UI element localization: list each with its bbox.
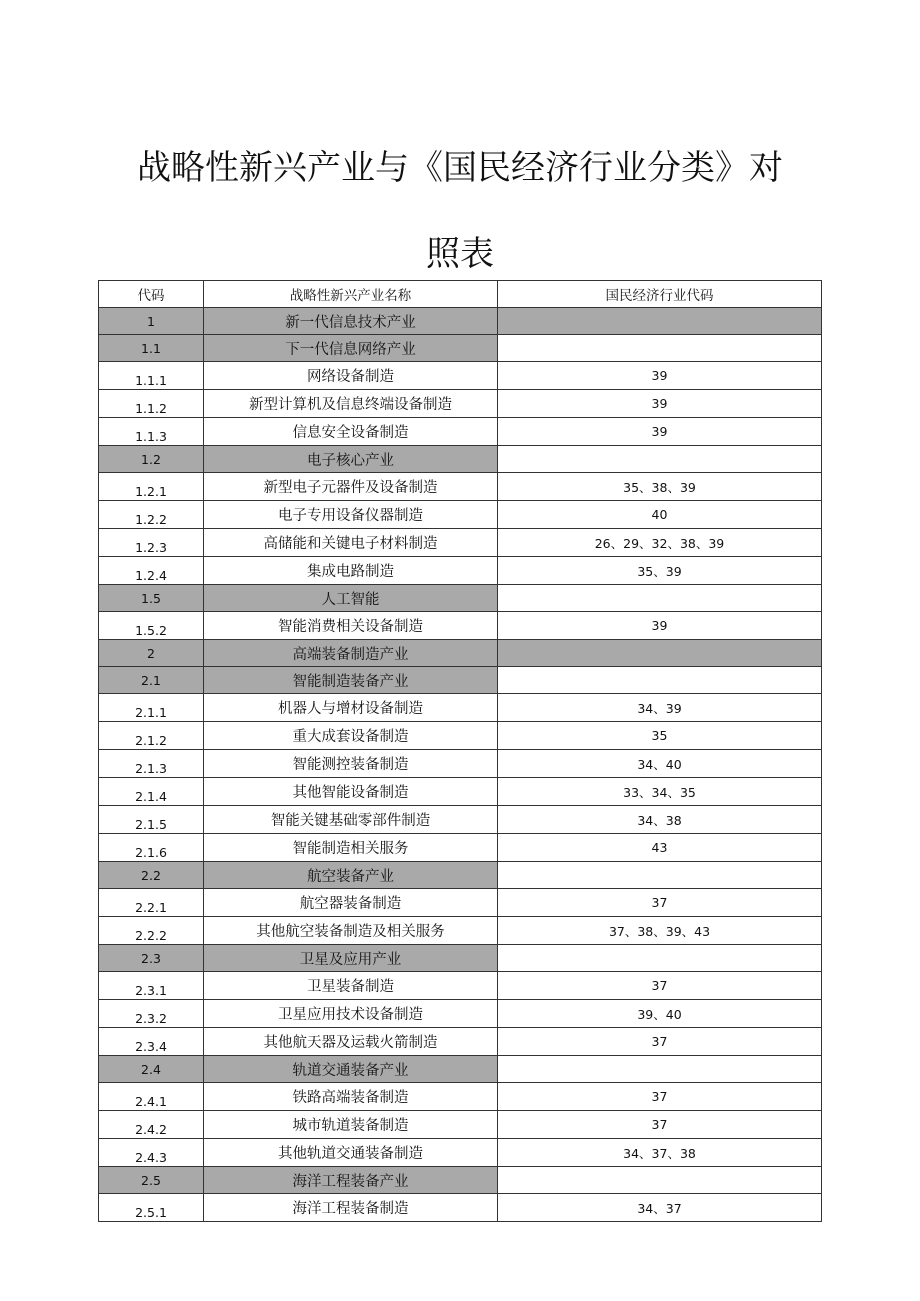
row-code: 1.1.3 xyxy=(99,418,204,446)
table-row xyxy=(99,834,822,862)
row-national-code: 34、40 xyxy=(498,750,822,778)
row-national-code: 33、34、35 xyxy=(498,778,822,806)
row-code: 2.4.2 xyxy=(99,1111,204,1139)
row-industry-name: 高端装备制造产业 xyxy=(204,640,498,667)
row-industry-name: 新型电子元器件及设备制造 xyxy=(204,473,498,501)
row-national-code: 34、39 xyxy=(498,694,822,722)
row-code: 2.3.4 xyxy=(99,1028,204,1056)
row-industry-name: 海洋工程装备产业 xyxy=(204,1167,498,1194)
table-row xyxy=(99,1000,822,1028)
table-row xyxy=(99,972,822,1000)
table-row xyxy=(99,667,822,694)
row-national-code: 35、39 xyxy=(498,557,822,585)
table-row xyxy=(99,446,822,473)
row-code: 2.1 xyxy=(99,667,204,694)
row-industry-name: 下一代信息网络产业 xyxy=(204,335,498,362)
row-code: 1.2.2 xyxy=(99,501,204,529)
row-code: 2.2.1 xyxy=(99,889,204,917)
row-industry-name: 轨道交通装备产业 xyxy=(204,1056,498,1083)
row-national-code xyxy=(498,945,822,972)
table-row xyxy=(99,862,822,889)
table-row xyxy=(99,722,822,750)
row-code: 1.2.1 xyxy=(99,473,204,501)
row-national-code: 40 xyxy=(498,501,822,529)
header-code: 代码 xyxy=(99,281,204,308)
header-national-code: 国民经济行业代码 xyxy=(498,281,822,308)
row-national-code: 35 xyxy=(498,722,822,750)
table-row xyxy=(99,945,822,972)
table-row xyxy=(99,1056,822,1083)
row-national-code: 26、29、32、38、39 xyxy=(498,529,822,557)
row-code: 1.2.3 xyxy=(99,529,204,557)
table-row xyxy=(99,529,822,557)
header-industry-name: 战略性新兴产业名称 xyxy=(204,281,498,308)
row-code: 2.3.2 xyxy=(99,1000,204,1028)
row-code: 1 xyxy=(99,308,204,335)
row-national-code: 39 xyxy=(498,418,822,446)
row-national-code: 37 xyxy=(498,972,822,1000)
row-industry-name: 航空器装备制造 xyxy=(204,889,498,917)
table-row xyxy=(99,362,822,390)
table-row xyxy=(99,1139,822,1167)
row-industry-name: 其他轨道交通装备制造 xyxy=(204,1139,498,1167)
table-row xyxy=(99,501,822,529)
row-code: 2.3 xyxy=(99,945,204,972)
row-national-code xyxy=(498,1167,822,1194)
row-industry-name: 卫星装备制造 xyxy=(204,972,498,1000)
table-row xyxy=(99,557,822,585)
row-national-code xyxy=(498,640,822,667)
table-row xyxy=(99,750,822,778)
row-industry-name: 智能制造装备产业 xyxy=(204,667,498,694)
table-row xyxy=(99,390,822,418)
row-national-code xyxy=(498,308,822,335)
row-industry-name: 智能测控装备制造 xyxy=(204,750,498,778)
table-row xyxy=(99,418,822,446)
row-national-code: 39 xyxy=(498,390,822,418)
row-industry-name: 电子专用设备仪器制造 xyxy=(204,501,498,529)
row-industry-name: 航空装备产业 xyxy=(204,862,498,889)
row-code: 2.1.3 xyxy=(99,750,204,778)
row-national-code: 43 xyxy=(498,834,822,862)
row-national-code xyxy=(498,667,822,694)
table-row xyxy=(99,1194,822,1222)
row-industry-name: 智能制造相关服务 xyxy=(204,834,498,862)
row-code: 2 xyxy=(99,640,204,667)
row-industry-name: 高储能和关键电子材料制造 xyxy=(204,529,498,557)
row-industry-name: 卫星及应用产业 xyxy=(204,945,498,972)
correspondence-table xyxy=(98,280,822,1222)
row-code: 1.1 xyxy=(99,335,204,362)
row-industry-name: 铁路高端装备制造 xyxy=(204,1083,498,1111)
row-national-code xyxy=(498,1056,822,1083)
row-national-code: 37、38、39、43 xyxy=(498,917,822,945)
table-row xyxy=(99,473,822,501)
row-code: 1.5.2 xyxy=(99,612,204,640)
row-code: 1.1.2 xyxy=(99,390,204,418)
page-title-line-2: 照表 xyxy=(426,234,494,274)
row-code: 2.5 xyxy=(99,1167,204,1194)
page-title-line-1: 战略性新兴产业与《国民经济行业分类》对 xyxy=(137,148,783,188)
row-industry-name: 新一代信息技术产业 xyxy=(204,308,498,335)
row-code: 2.1.6 xyxy=(99,834,204,862)
row-national-code: 34、37、38 xyxy=(498,1139,822,1167)
table-row xyxy=(99,889,822,917)
row-industry-name: 海洋工程装备制造 xyxy=(204,1194,498,1222)
row-national-code: 35、38、39 xyxy=(498,473,822,501)
row-national-code: 39、40 xyxy=(498,1000,822,1028)
table-row xyxy=(99,335,822,362)
row-industry-name: 其他航天器及运载火箭制造 xyxy=(204,1028,498,1056)
row-code: 2.5.1 xyxy=(99,1194,204,1222)
table-row xyxy=(99,806,822,834)
table-row xyxy=(99,1083,822,1111)
table-row xyxy=(99,612,822,640)
row-industry-name: 其他航空装备制造及相关服务 xyxy=(204,917,498,945)
table-row xyxy=(99,1111,822,1139)
row-code: 1.2.4 xyxy=(99,557,204,585)
row-code: 2.1.5 xyxy=(99,806,204,834)
row-code: 2.1.2 xyxy=(99,722,204,750)
row-industry-name: 卫星应用技术设备制造 xyxy=(204,1000,498,1028)
row-code: 1.2 xyxy=(99,446,204,473)
row-industry-name: 智能关键基础零部件制造 xyxy=(204,806,498,834)
row-code: 2.4.3 xyxy=(99,1139,204,1167)
row-code: 2.1.1 xyxy=(99,694,204,722)
row-national-code xyxy=(498,335,822,362)
row-code: 2.1.4 xyxy=(99,778,204,806)
table-row xyxy=(99,585,822,612)
row-national-code: 37 xyxy=(498,889,822,917)
row-industry-name: 新型计算机及信息终端设备制造 xyxy=(204,390,498,418)
row-industry-name: 信息安全设备制造 xyxy=(204,418,498,446)
row-national-code: 37 xyxy=(498,1083,822,1111)
table-header-row xyxy=(99,281,822,308)
row-national-code: 34、38 xyxy=(498,806,822,834)
row-industry-name: 集成电路制造 xyxy=(204,557,498,585)
row-industry-name: 机器人与增材设备制造 xyxy=(204,694,498,722)
row-code: 2.3.1 xyxy=(99,972,204,1000)
row-industry-name: 其他智能设备制造 xyxy=(204,778,498,806)
row-code: 1.5 xyxy=(99,585,204,612)
row-national-code: 39 xyxy=(498,362,822,390)
row-national-code xyxy=(498,585,822,612)
row-national-code xyxy=(498,862,822,889)
row-code: 1.1.1 xyxy=(99,362,204,390)
table-row xyxy=(99,917,822,945)
row-code: 2.4 xyxy=(99,1056,204,1083)
row-national-code xyxy=(498,446,822,473)
table-row xyxy=(99,1028,822,1056)
row-industry-name: 城市轨道装备制造 xyxy=(204,1111,498,1139)
row-industry-name: 重大成套设备制造 xyxy=(204,722,498,750)
row-national-code: 39 xyxy=(498,612,822,640)
row-code: 2.2 xyxy=(99,862,204,889)
row-national-code: 37 xyxy=(498,1111,822,1139)
row-national-code: 37 xyxy=(498,1028,822,1056)
table-row xyxy=(99,778,822,806)
row-code: 2.4.1 xyxy=(99,1083,204,1111)
table-row xyxy=(99,308,822,335)
row-industry-name: 人工智能 xyxy=(204,585,498,612)
table-row xyxy=(99,1167,822,1194)
row-code: 2.2.2 xyxy=(99,917,204,945)
table-row xyxy=(99,640,822,667)
row-industry-name: 网络设备制造 xyxy=(204,362,498,390)
row-industry-name: 智能消费相关设备制造 xyxy=(204,612,498,640)
table-row xyxy=(99,694,822,722)
row-national-code: 34、37 xyxy=(498,1194,822,1222)
row-industry-name: 电子核心产业 xyxy=(204,446,498,473)
